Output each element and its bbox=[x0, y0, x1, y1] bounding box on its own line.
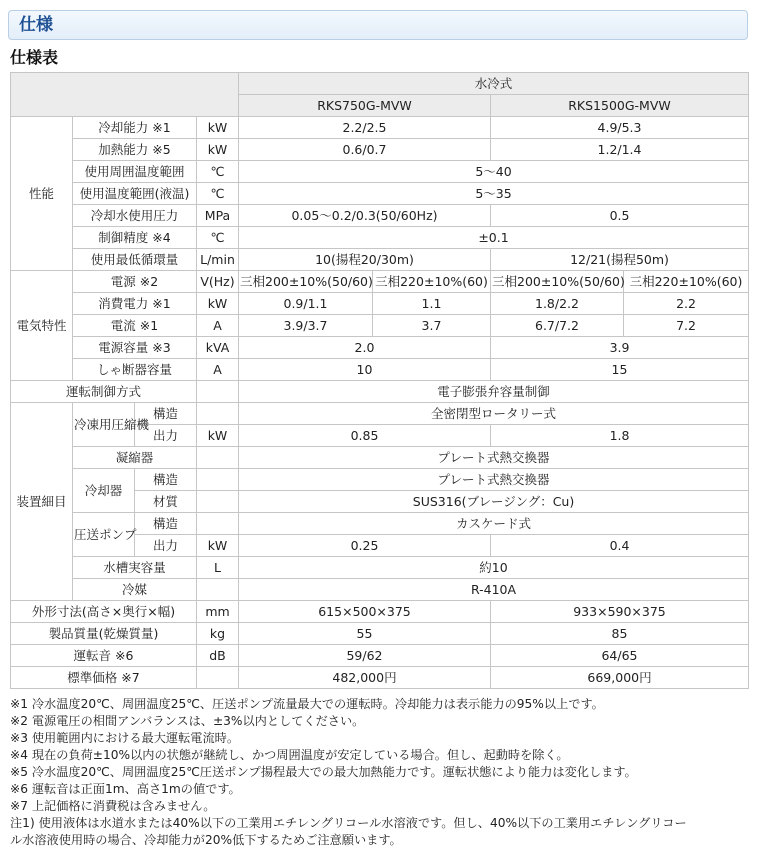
value-cell: 933×590×375 bbox=[491, 601, 749, 623]
unit-cell bbox=[197, 579, 239, 601]
unit-cell: MPa bbox=[197, 205, 239, 227]
value-cell: 64/65 bbox=[491, 645, 749, 667]
row-label: しゃ断器容量 bbox=[73, 359, 197, 381]
cooling-type-header: 水冷式 bbox=[239, 73, 749, 95]
value-cell: 0.6/0.7 bbox=[239, 139, 491, 161]
value-cell: 10(揚程20/30m) bbox=[239, 249, 491, 271]
value-cell: 0.05～0.2/0.3(50/60Hz) bbox=[239, 205, 491, 227]
sub-label: 構造 bbox=[135, 469, 197, 491]
table-row bbox=[11, 161, 749, 183]
unit-cell: mm bbox=[197, 601, 239, 623]
table-row bbox=[11, 469, 749, 491]
value-cell: 三相220±10%(60) bbox=[373, 271, 491, 293]
footnote: ル水溶液使用時の場合、冷却能力が20%低下するためご注意願います。 bbox=[10, 833, 402, 847]
sub-label: 出力 bbox=[135, 535, 197, 557]
footnote: ※3 使用範囲内における最大運転電流時。 bbox=[10, 731, 240, 745]
unit-cell: A bbox=[197, 359, 239, 381]
table-row bbox=[11, 117, 749, 139]
value-cell: 0.5 bbox=[491, 205, 749, 227]
value-cell: 5～35 bbox=[239, 183, 749, 205]
table-row bbox=[11, 337, 749, 359]
value-cell: 0.4 bbox=[491, 535, 749, 557]
value-cell: 1.8/2.2 bbox=[491, 293, 624, 315]
row-label: 運転音 ※6 bbox=[11, 645, 197, 667]
row-label: 加熱能力 ※5 bbox=[73, 139, 197, 161]
value-cell: 3.7 bbox=[373, 315, 491, 337]
unit-cell: kVA bbox=[197, 337, 239, 359]
unit-cell: ℃ bbox=[197, 161, 239, 183]
header-blank-cell bbox=[11, 73, 239, 117]
unit-cell: kg bbox=[197, 623, 239, 645]
table-row bbox=[11, 667, 749, 689]
row-label: 圧送ポンプ bbox=[73, 513, 135, 557]
row-label: 冷却器 bbox=[73, 469, 135, 513]
value-cell: 4.9/5.3 bbox=[491, 117, 749, 139]
spec-table-title: 仕様表 bbox=[10, 48, 59, 67]
value-cell: 電子膨張弁容量制御 bbox=[239, 381, 749, 403]
row-label: 使用周囲温度範囲 bbox=[73, 161, 197, 183]
unit-cell bbox=[197, 447, 239, 469]
table-row bbox=[11, 381, 749, 403]
value-cell: 三相220±10%(60) bbox=[624, 271, 749, 293]
value-cell: 約10 bbox=[239, 557, 749, 579]
unit-cell: ℃ bbox=[197, 183, 239, 205]
table-row bbox=[11, 73, 749, 95]
unit-cell bbox=[197, 469, 239, 491]
model-header: RKS750G-MVW bbox=[239, 95, 491, 117]
value-cell: 615×500×375 bbox=[239, 601, 491, 623]
sub-label: 構造 bbox=[135, 403, 197, 425]
table-row bbox=[11, 293, 749, 315]
unit-cell: dB bbox=[197, 645, 239, 667]
value-cell: SUS316(ブレージング：Cu) bbox=[239, 491, 749, 513]
row-label: 電流 ※1 bbox=[73, 315, 197, 337]
table-row bbox=[11, 645, 749, 667]
value-cell: 0.9/1.1 bbox=[239, 293, 373, 315]
value-cell: 6.7/7.2 bbox=[491, 315, 624, 337]
unit-cell: L bbox=[197, 557, 239, 579]
row-label: 冷却能力 ※1 bbox=[73, 117, 197, 139]
unit-cell: kW bbox=[197, 139, 239, 161]
row-label: 冷凍用圧縮機 bbox=[73, 403, 135, 447]
sub-label: 材質 bbox=[135, 491, 197, 513]
row-label: 凝縮器 bbox=[73, 447, 197, 469]
value-cell: 12/21(揚程50m) bbox=[491, 249, 749, 271]
unit-cell: kW bbox=[197, 425, 239, 447]
value-cell: 2.0 bbox=[239, 337, 491, 359]
group-label-equipment: 装置細目 bbox=[11, 403, 73, 601]
group-label-electrical: 電気特性 bbox=[11, 271, 73, 381]
unit-cell: V(Hz) bbox=[197, 271, 239, 293]
value-cell: 2.2 bbox=[624, 293, 749, 315]
value-cell: R-410A bbox=[239, 579, 749, 601]
spec-table bbox=[10, 72, 749, 689]
value-cell: 1.2/1.4 bbox=[491, 139, 749, 161]
footnote: ※7 上記価格に消費税は含みません。 bbox=[10, 799, 216, 813]
table-row bbox=[11, 227, 749, 249]
row-label: 標準価格 ※7 bbox=[11, 667, 197, 689]
group-label-performance: 性能 bbox=[11, 117, 73, 271]
table-row bbox=[11, 205, 749, 227]
row-label: 運転制御方式 bbox=[11, 381, 197, 403]
unit-cell bbox=[197, 513, 239, 535]
table-row bbox=[11, 513, 749, 535]
row-label: 消費電力 ※1 bbox=[73, 293, 197, 315]
row-label: 電源 ※2 bbox=[73, 271, 197, 293]
unit-cell: kW bbox=[197, 535, 239, 557]
row-label: 使用最低循環量 bbox=[73, 249, 197, 271]
table-row bbox=[11, 249, 749, 271]
table-row bbox=[11, 623, 749, 645]
footnote: 注1) 使用液体は水道水または40%以下の工業用エチレングリコール水溶液です。但し、40%以下の工業用エチレングリコー bbox=[10, 816, 687, 830]
unit-cell bbox=[197, 381, 239, 403]
value-cell: 5～40 bbox=[239, 161, 749, 183]
sub-label: 構造 bbox=[135, 513, 197, 535]
value-cell: 15 bbox=[491, 359, 749, 381]
value-cell: 669,000円 bbox=[491, 667, 749, 689]
value-cell: プレート式熱交換器 bbox=[239, 469, 749, 491]
table-row bbox=[11, 183, 749, 205]
value-cell: 2.2/2.5 bbox=[239, 117, 491, 139]
value-cell: 55 bbox=[239, 623, 491, 645]
value-cell: 3.9/3.7 bbox=[239, 315, 373, 337]
table-row bbox=[11, 447, 749, 469]
row-label: 使用温度範囲(液温) bbox=[73, 183, 197, 205]
model-header: RKS1500G-MVW bbox=[491, 95, 749, 117]
value-cell: 482,000円 bbox=[239, 667, 491, 689]
value-cell: 7.2 bbox=[624, 315, 749, 337]
value-cell: 全密閉型ロータリー式 bbox=[239, 403, 749, 425]
footnote: ※5 冷水温度20℃、周囲温度25℃圧送ポンプ揚程最大での最大加熱能力です。運転状態により能力は変化します。 bbox=[10, 765, 637, 779]
row-label: 外形寸法(高さ×奥行×幅) bbox=[11, 601, 197, 623]
unit-cell: kW bbox=[197, 293, 239, 315]
table-row bbox=[11, 139, 749, 161]
value-cell: カスケード式 bbox=[239, 513, 749, 535]
value-cell: 0.85 bbox=[239, 425, 491, 447]
table-row bbox=[11, 557, 749, 579]
row-label: 水槽実容量 bbox=[73, 557, 197, 579]
table-row bbox=[11, 579, 749, 601]
value-cell: 59/62 bbox=[239, 645, 491, 667]
value-cell: 10 bbox=[239, 359, 491, 381]
value-cell: 0.25 bbox=[239, 535, 491, 557]
value-cell: 三相200±10%(50/60) bbox=[239, 271, 373, 293]
sub-label: 出力 bbox=[135, 425, 197, 447]
value-cell: プレート式熱交換器 bbox=[239, 447, 749, 469]
footnote: ※2 電源電圧の相間アンバランスは、±3%以内としてください。 bbox=[10, 714, 365, 728]
row-label: 制御精度 ※4 bbox=[73, 227, 197, 249]
table-row bbox=[11, 271, 749, 293]
value-cell: 三相200±10%(50/60) bbox=[491, 271, 624, 293]
section-header bbox=[8, 10, 748, 40]
value-cell: ±0.1 bbox=[239, 227, 749, 249]
unit-cell: L/min bbox=[197, 249, 239, 271]
row-label: 冷却水使用圧力 bbox=[73, 205, 197, 227]
unit-cell bbox=[197, 667, 239, 689]
unit-cell: ℃ bbox=[197, 227, 239, 249]
row-label: 冷媒 bbox=[73, 579, 197, 601]
value-cell: 1.1 bbox=[373, 293, 491, 315]
table-row bbox=[11, 315, 749, 337]
table-row bbox=[11, 403, 749, 425]
footnote: ※4 現在の負荷±10%以内の状態が継続し、かつ周囲温度が安定している場合。但し、起動時を除く。 bbox=[10, 748, 569, 762]
table-row bbox=[11, 359, 749, 381]
unit-cell bbox=[197, 403, 239, 425]
row-label: 電源容量 ※3 bbox=[73, 337, 197, 359]
footnote: ※1 冷水温度20℃、周囲温度25℃、圧送ポンプ流量最大での運転時。冷却能力は表示能力の95%以上です。 bbox=[10, 697, 604, 711]
row-label: 製品質量(乾燥質量) bbox=[11, 623, 197, 645]
unit-cell: kW bbox=[197, 117, 239, 139]
footnote: ※6 運転音は正面1m、高さ1mの値です。 bbox=[10, 782, 241, 796]
unit-cell bbox=[197, 491, 239, 513]
value-cell: 1.8 bbox=[491, 425, 749, 447]
table-row bbox=[11, 601, 749, 623]
unit-cell: A bbox=[197, 315, 239, 337]
section-title: 仕様 bbox=[19, 15, 53, 35]
value-cell: 3.9 bbox=[491, 337, 749, 359]
value-cell: 85 bbox=[491, 623, 749, 645]
footnotes bbox=[10, 696, 755, 849]
